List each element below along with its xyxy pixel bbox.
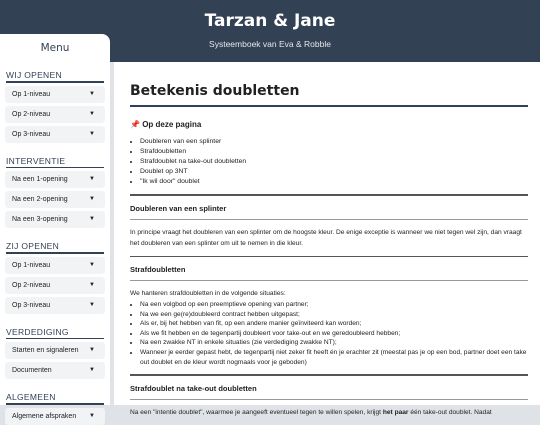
section-wij-openen [0, 66, 110, 143]
dropdown-op-3-niveau[interactable] [5, 126, 105, 143]
dropdown-label: Op 1-niveau [12, 261, 51, 269]
menu-title: Menu [40, 42, 70, 54]
caret-down-icon: ▼ [89, 216, 95, 222]
caret-down-icon: ▼ [89, 347, 95, 353]
pin-icon: 📌 [130, 120, 140, 129]
section-label: VERDEDIGING [6, 326, 69, 337]
dropdown-algemene-afspraken[interactable] [5, 408, 105, 425]
toc-item [140, 177, 530, 187]
section-verdediging [0, 323, 110, 380]
caret-down-icon: ▼ [89, 110, 95, 117]
section-label: WIJ OPENEN [6, 70, 62, 80]
toc-item [140, 147, 530, 157]
sidebar-menu [0, 34, 110, 420]
toc-item [140, 157, 530, 167]
list-item: • Als er, bij het hebben van fit, op een andere manier geïnviteerd kan worden; [140, 319, 528, 329]
section-text-take-out [130, 407, 528, 418]
section-divider [6, 338, 104, 340]
text-bold: het paar [382, 408, 409, 416]
caret-down-icon: ▼ [89, 176, 95, 182]
section-interventie [0, 152, 110, 229]
list-item: • Als we fit hebben en de tegenpartij doubleert voor take-out en we geredoubleerd hebben; [140, 329, 528, 339]
toc-link[interactable]: "Ik wil door" doublet [140, 178, 200, 185]
dropdown-label: Op 1-niveau [12, 90, 51, 98]
section-divider [6, 167, 104, 169]
toc-list [140, 137, 530, 187]
section-label: ZIJ OPENEN [6, 241, 60, 251]
caret-down-icon: ▼ [89, 90, 95, 97]
dropdown-label: Na een 3-opening [12, 216, 68, 223]
toc-item [140, 167, 530, 177]
dropdown-na-een-1-opening[interactable] [5, 171, 105, 188]
dropdown-documenten[interactable] [5, 362, 105, 379]
section-heading-take-out: Strafdoublet na take-out doubletten [130, 383, 257, 393]
section-divider [130, 194, 528, 196]
toc-link[interactable]: Strafdoublet na take-out doubletten [140, 158, 247, 165]
dropdown-starten-en-signaleren[interactable] [5, 342, 105, 359]
toc-link[interactable]: Doubleren van een splinter [140, 138, 222, 145]
list-item: • Na een volgbod op een preemptieve opening van partner; [140, 300, 528, 310]
section-divider [6, 403, 104, 405]
section-intro-strafdoubletten: We hanteren strafdoubletten in de volgende situaties: [130, 290, 286, 297]
page-title: Betekenis doubletten [130, 83, 300, 99]
section-zij-openen [0, 237, 110, 314]
caret-down-icon: ▼ [89, 261, 95, 268]
strafdoubletten-list [140, 300, 528, 367]
toc-item [140, 137, 530, 147]
section-label: ALGEMEEN [6, 392, 56, 402]
section-text-splinter: In principe vraagt het doubleren van een splinter om de hoogste kleur. De enige exceptie is wanneer we niet tegen wel zijn, dan vraagt het doubleren van een splinter om uit te nemen in die kleur. [130, 228, 522, 247]
caret-down-icon: ▼ [89, 196, 95, 202]
dropdown-op-2-niveau[interactable] [5, 106, 105, 123]
site-subtitle: Systeemboek van Eva & Robble [209, 39, 331, 49]
main-content [114, 62, 540, 416]
section-divider [130, 256, 528, 258]
dropdown-label: Documenten [12, 367, 52, 374]
dropdown-label: Algemene afspraken [12, 412, 77, 420]
dropdown-na-een-2-opening[interactable] [5, 191, 105, 208]
section-heading-splinter: Doubleren van een splinter [130, 203, 227, 213]
site-title: Tarzan & Jane [204, 11, 336, 31]
toc-heading-text: Op deze pagina [142, 120, 202, 129]
dropdown-label: Na een 2-opening [12, 196, 68, 203]
toc-link[interactable]: Strafdoubletten [140, 148, 187, 155]
section-divider [130, 399, 528, 400]
caret-down-icon: ▼ [89, 367, 95, 373]
dropdown-na-een-3-opening[interactable] [5, 211, 105, 228]
dropdown-label: Op 2-niveau [12, 281, 51, 289]
dropdown-zij-op-2-niveau[interactable] [5, 277, 105, 294]
dropdown-op-1-niveau[interactable] [5, 86, 105, 103]
toc-link[interactable]: Doublet op 3NT [140, 168, 188, 175]
section-algemeen [0, 388, 110, 425]
section-divider [6, 252, 104, 254]
text-part: Na een "intentie doublet", waarmee je aangeeft eventueel tegen te willen spelen, krijgt [130, 408, 383, 416]
dropdown-label: Op 3-niveau [12, 301, 51, 309]
list-item: • Na een zwakke NT in enkele situaties (zie verdediging zwakke NT); [140, 338, 528, 348]
section-divider [130, 280, 528, 281]
dropdown-label: Starten en signaleren [12, 347, 79, 354]
section-heading-strafdoubletten: Strafdoubletten [130, 265, 186, 274]
caret-down-icon: ▼ [89, 412, 95, 419]
section-divider [130, 219, 528, 220]
title-divider [130, 105, 528, 107]
caret-down-icon: ▼ [89, 130, 95, 137]
dropdown-zij-op-3-niveau[interactable] [5, 297, 105, 314]
dropdown-zij-op-1-niveau[interactable] [5, 257, 105, 274]
caret-down-icon: ▼ [89, 301, 95, 308]
section-divider [6, 81, 104, 83]
dropdown-label: Op 3-niveau [12, 130, 51, 138]
list-item: • Na we een ge(re)doubleerd contract hebben uitgepast; [140, 310, 528, 320]
list-item: • Wanneer je eerder gepast hebt, de tegenpartij niet zeker fit heeft én je erachter zit (meestal pas je op een bod, partner doet een take out doublet en de kleur wordt nogmaals voor je geboden) [140, 348, 528, 367]
caret-down-icon: ▼ [89, 281, 95, 288]
section-label: INTERVENTIE [6, 155, 66, 166]
dropdown-label: Op 2-niveau [12, 110, 51, 118]
section-divider [130, 374, 528, 376]
toc-heading [130, 120, 530, 129]
dropdown-label: Na een 1-opening [12, 176, 68, 183]
text-part: één take-out doublet. Nadat [408, 408, 492, 416]
